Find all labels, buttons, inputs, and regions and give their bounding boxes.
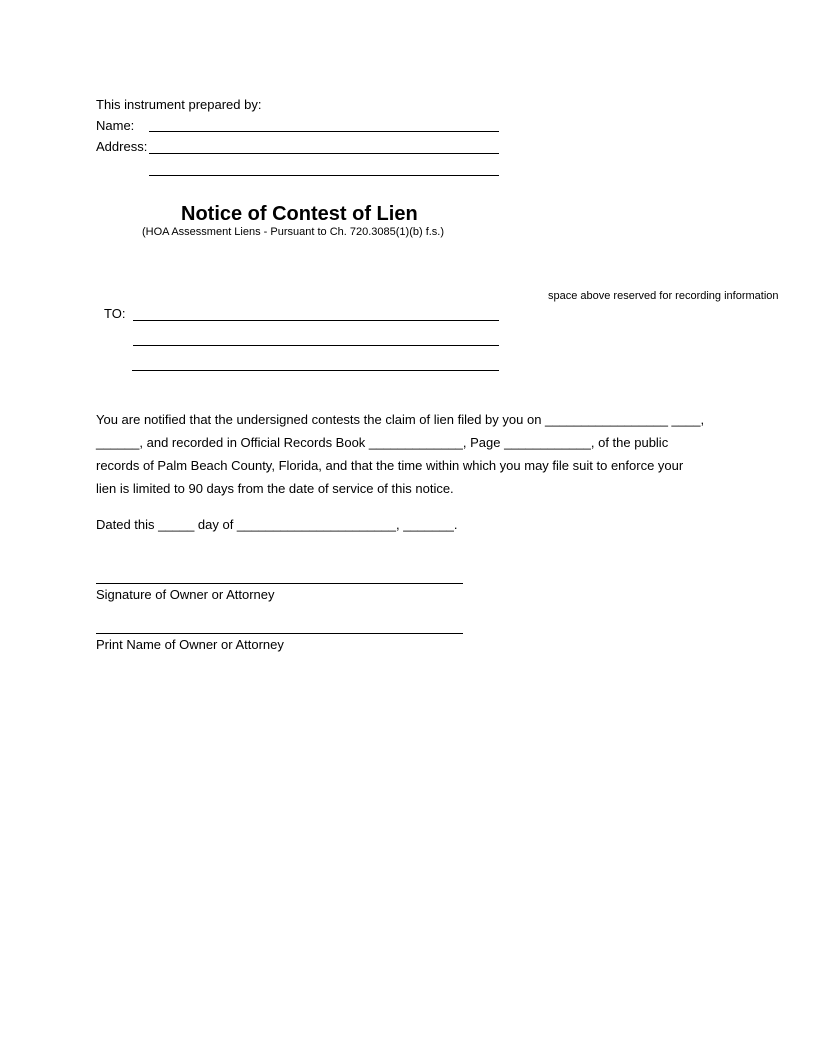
body-line-1: You are notified that the undersigned contests the claim of lien filed by you on _________________ ____, — [96, 412, 705, 427]
recording-note: space above reserved for recording information — [548, 290, 779, 302]
body-line-3: records of Palm Beach County, Florida, and that the time within which you may file suit to enforce your — [96, 458, 684, 473]
dated-line: Dated this _____ day of ______________________, _______. — [96, 517, 458, 532]
to-field-2[interactable] — [133, 345, 499, 346]
preparer-heading: This instrument prepared by: — [96, 97, 262, 112]
preparer-address-field-1[interactable] — [149, 153, 499, 154]
body-line-4: lien is limited to 90 days from the date of service of this notice. — [96, 481, 454, 496]
print-name-label: Print Name of Owner or Attorney — [96, 637, 284, 652]
document-title: Notice of Contest of Lien — [181, 203, 418, 225]
document-subtitle: (HOA Assessment Liens - Pursuant to Ch. 720.3085(1)(b) f.s.) — [142, 226, 445, 238]
preparer-name-field[interactable] — [149, 131, 499, 132]
to-field-3[interactable] — [132, 370, 499, 371]
preparer-address-field-2[interactable] — [149, 175, 499, 176]
to-label: TO: — [104, 306, 126, 321]
signature-label: Signature of Owner or Attorney — [96, 587, 275, 602]
preparer-address-label: Address: — [96, 139, 148, 154]
body-line-2: ______, and recorded in Official Records Book _____________, Page ____________, of the public — [96, 435, 669, 450]
preparer-name-label: Name: — [96, 118, 135, 133]
signature-field[interactable] — [96, 583, 463, 584]
to-field-1[interactable] — [133, 320, 499, 321]
print-name-field[interactable] — [96, 633, 463, 634]
